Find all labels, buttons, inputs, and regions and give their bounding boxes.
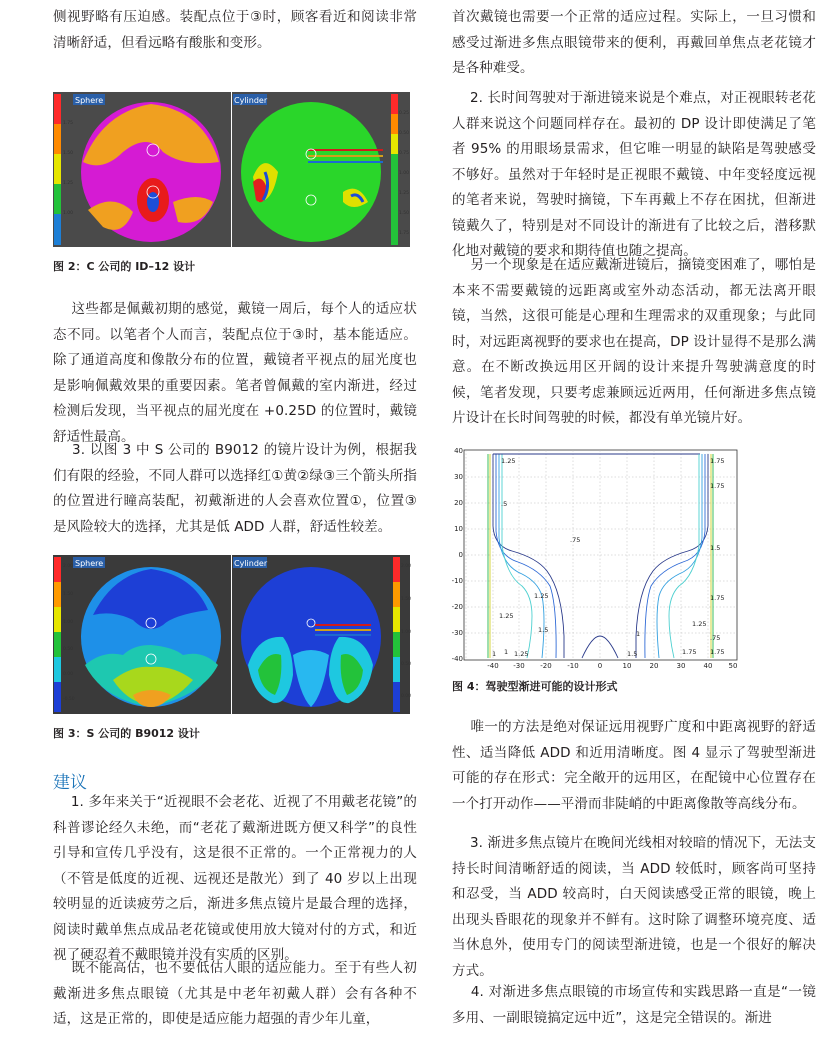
fig4-x-tick: 50 bbox=[728, 662, 738, 670]
figure-4 bbox=[452, 446, 742, 672]
left-paragraph-3: 1. 多年来关于“近视眼不会老花、近视了不用戴老花镜”的科普谬论经久未绝，而“老花了戴渐进既方便又科学”的良性引导和宣传几乎没有，这是很不正常的。一个正常视力的人（不管是低度的近视、远视还是散光）到了 40 岁以上出现较明显的近读疲劳之后，渐进多焦点镜片是最合理的选择，阅读时戴单焦点成品老花镜或使用放大镜对付的方式，和近视了硬忍着不戴眼镜并没有实质的区别。 bbox=[53, 794, 417, 963]
fig4-x-tick: -20 bbox=[540, 662, 552, 670]
fig3-cyl-tick: 2.00 bbox=[401, 564, 412, 569]
right-paragraph-0: 首次戴镜也需要一个正常的适应过程。实际上，一旦习惯和感受过渐进多焦点眼镜带来的便利，再戴回单焦点老花镜才是各种难受。 bbox=[452, 9, 816, 76]
fig2-cyl-tick: 1.00 bbox=[399, 171, 410, 176]
fig3-sphere-label: Sphere bbox=[75, 559, 104, 568]
fig2-cyl-tick: 1.75 bbox=[399, 231, 410, 236]
fig4-y-tick: 20 bbox=[454, 499, 463, 507]
fig2-sphere-label: Sphere bbox=[75, 96, 104, 105]
fig4-contour-label: 1 bbox=[492, 650, 497, 658]
figure-3-maps bbox=[53, 555, 410, 714]
fig4-x-tick: -40 bbox=[487, 662, 499, 670]
fig4-contour-label: .5 bbox=[501, 500, 508, 508]
fig4-contour-label: 1.25 bbox=[499, 612, 514, 620]
fig2-cylinder-label: Cylinder bbox=[234, 96, 268, 105]
figure-3 bbox=[53, 555, 410, 714]
fig2-caption: 图 2：C 公司的 ID–12 设计 bbox=[53, 260, 196, 273]
fig4-contour-label: 1.25 bbox=[534, 592, 549, 600]
fig3-sphere-tick: 0.00 bbox=[63, 672, 74, 677]
fig4-y-tick: 10 bbox=[454, 525, 463, 533]
figure-2 bbox=[53, 92, 410, 247]
fig4-x-tick: 10 bbox=[622, 662, 632, 670]
fig3-cylinder-label: Cylinder bbox=[234, 559, 268, 568]
fig2-sphere-tick: 1.75 bbox=[63, 121, 74, 126]
fig4-contour-label: 1 bbox=[504, 648, 509, 656]
fig4-y-tick: -40 bbox=[451, 655, 463, 663]
fig4-x-tick: -30 bbox=[513, 662, 525, 670]
fig4-contour-label: 1.25 bbox=[514, 650, 529, 658]
fig3-caption: 图 3：S 公司的 B9012 设计 bbox=[53, 727, 200, 740]
fig4-y-tick: -20 bbox=[451, 603, 463, 611]
fig2-cyl-tick: 0.75 bbox=[399, 151, 410, 156]
right-paragraph-3: 唯一的方法是绝对保证远用视野广度和中距离视野的舒适性、适当降低 ADD 和近用清晰度。图 4 显示了驾驶型渐进可能的存在形式：完全敞开的远用区，在配镜中心位置存在一个打开动作——平滑而非陡峭的中距离像散等高线分布。 bbox=[452, 719, 816, 812]
fig2-sphere-tick: 1.00 bbox=[63, 211, 74, 216]
fig4-contour-label: 1.25 bbox=[692, 620, 707, 628]
right-paragraph-2: 另一个现象是在适应戴渐进镜后，摘镜变困难了，哪怕是本来不需要戴镜的远距离或室外动态活动，都无法离开眼镜，当然，这很可能是心理和生理需求的双重现象；与此同时，对远距离视野的要求也在提高，DP 设计显得不是那么满意。在不断改换远用区开阔的设计来提升驾驶满意度的时候，笔者发现，只要考虑兼顾远近两用，任何渐进多焦点镜片设计在长时间驾驶的时候，都没有单光镜片好。 bbox=[452, 257, 816, 426]
right-paragraph-5: 4. 对渐进多焦点眼镜的市场宣传和实践思路一直是“一镜多用、一副眼镜搞定远中近”，这是完全错误的。渐进 bbox=[452, 984, 816, 1026]
fig3-sphere-tick: 0.50 bbox=[63, 647, 74, 652]
figure-2-maps bbox=[53, 92, 410, 247]
fig3-cyl-tick: 1.50 bbox=[401, 597, 412, 602]
fig4-y-tick: 30 bbox=[454, 473, 463, 481]
left-paragraph-4: 既不能高估，也不要低估人眼的适应能力。至于有些人初戴渐进多焦点眼镜（尤其是中老年初戴人群）会有各种不适，这是正常的，即使是适应能力超强的青少年儿童， bbox=[53, 960, 417, 1027]
fig4-y-tick: 0 bbox=[458, 551, 463, 559]
fig2-cyl-tick: 0.50 bbox=[399, 131, 410, 136]
fig4-contour-label: .75 bbox=[570, 536, 581, 544]
right-paragraph-1: 2. 长时间驾驶对于渐进镜来说是个难点，对正视眼转老花人群来说这个问题同样存在。最初的 DP 设计即使满足了笔者 95% 的用眼场景需求，但它唯一明显的缺陷是驾驶感受不够好。虽然对于年轻时是正视眼不戴镜、中年变轻度远视的笔者来说，驾驶时摘镜，下车再戴上不存在困扰，但渐进镜戴久了，特别是对不同设计的渐进有了比较之后，潜移默化地对戴镜的要求和期待值也随之提高。 bbox=[452, 90, 816, 259]
fig4-y-tick: 40 bbox=[454, 447, 463, 455]
fig3-sphere-tick: 2.00 bbox=[63, 564, 74, 569]
fig4-contour-label: 1.5 bbox=[538, 626, 549, 634]
fig3-cyl-tick: 1.00 bbox=[401, 630, 412, 635]
left-paragraph-2: 3. 以图 3 中 S 公司的 B9012 的镜片设计为例，根据我们有限的经验，不同人群可以选择红①黄②绿③三个箭头所指的位置进行瞳高装配，初戴渐进的人会喜欢位置①，位置③是风险较大的选择，尤其是低 ADD 人群，舒适性较差。 bbox=[53, 442, 417, 535]
fig2-sphere-tick: 1.25 bbox=[63, 181, 74, 186]
fig4-contour-label: 1.25 bbox=[501, 457, 516, 465]
fig2-cyl-tick: 0.25 bbox=[399, 111, 410, 116]
fig3-cyl-tick: 0.00 bbox=[401, 694, 412, 699]
fig4-contour-label: 1 bbox=[636, 630, 641, 638]
fig4-x-tick: 40 bbox=[703, 662, 713, 670]
fig4-x-tick: -10 bbox=[567, 662, 579, 670]
fig4-contour-label: 1.5 bbox=[710, 544, 721, 552]
fig4-contour-label: 1.5 bbox=[627, 650, 638, 658]
fig4-contour-label: 1.75 bbox=[682, 648, 697, 656]
fig4-contour-label: 1.75 bbox=[710, 457, 725, 465]
fig3-sphere-tick: -0.50 bbox=[63, 697, 75, 702]
fig2-cyl-tick: 1.50 bbox=[399, 211, 410, 216]
fig4-contour-label: .75 bbox=[710, 634, 721, 642]
left-paragraph-0: 侧视野略有压迫感。装配点位于③时，顾客看近和阅读非常清晰舒适，但看远略有酸胀和变形。 bbox=[53, 9, 417, 51]
fig4-contour-label: 1.75 bbox=[710, 594, 725, 602]
right-paragraph-4: 3. 渐进多焦点镜片在晚间光线相对较暗的情况下，无法支持长时间清晰舒适的阅读，当 ADD 较低时，顾客尚可坚持和忍受，当 ADD 较高时，白天阅读感受正常的眼镜，晚上出现头昏眼花的现象并不鲜有。这时除了调整环境亮度、适当休息外，使用专门的阅读型渐进镜，也是一个很好的解决方式。 bbox=[452, 835, 816, 979]
fig4-caption: 图 4：驾驶型渐进可能的设计形式 bbox=[452, 680, 618, 693]
fig3-sphere-tick: 1.50 bbox=[63, 592, 74, 597]
fig4-x-tick: 0 bbox=[597, 662, 603, 670]
fig3-sphere-tick: 1.00 bbox=[63, 620, 74, 625]
fig2-cyl-tick: 1.25 bbox=[399, 191, 410, 196]
fig4-x-tick: 20 bbox=[649, 662, 659, 670]
fig4-contour-label: 1.75 bbox=[710, 648, 725, 656]
fig4-contour-label: 1.75 bbox=[710, 482, 725, 490]
fig4-x-tick: 30 bbox=[676, 662, 686, 670]
left-paragraph-1: 这些都是佩戴初期的感觉，戴镜一周后，每个人的适应状态不同。以笔者个人而言，装配点位于③时，基本能适应。除了通道高度和像散分布的位置，戴镜者平视点的屈光度也是影响佩戴效果的重要因素。笔者曾佩戴的室内渐进，经过检测后发现，当平视点的屈光度在 +0.25D 的位置时，戴镜舒适性最高。 bbox=[53, 301, 417, 445]
fig3-cyl-tick: 0.50 bbox=[401, 662, 412, 667]
fig2-sphere-tick: 1.50 bbox=[63, 151, 74, 156]
fig4-y-tick: -10 bbox=[451, 577, 463, 585]
section-heading: 建议 bbox=[53, 773, 87, 793]
fig4-y-tick: -30 bbox=[451, 629, 463, 637]
figure-4-contour-plot bbox=[452, 446, 742, 672]
